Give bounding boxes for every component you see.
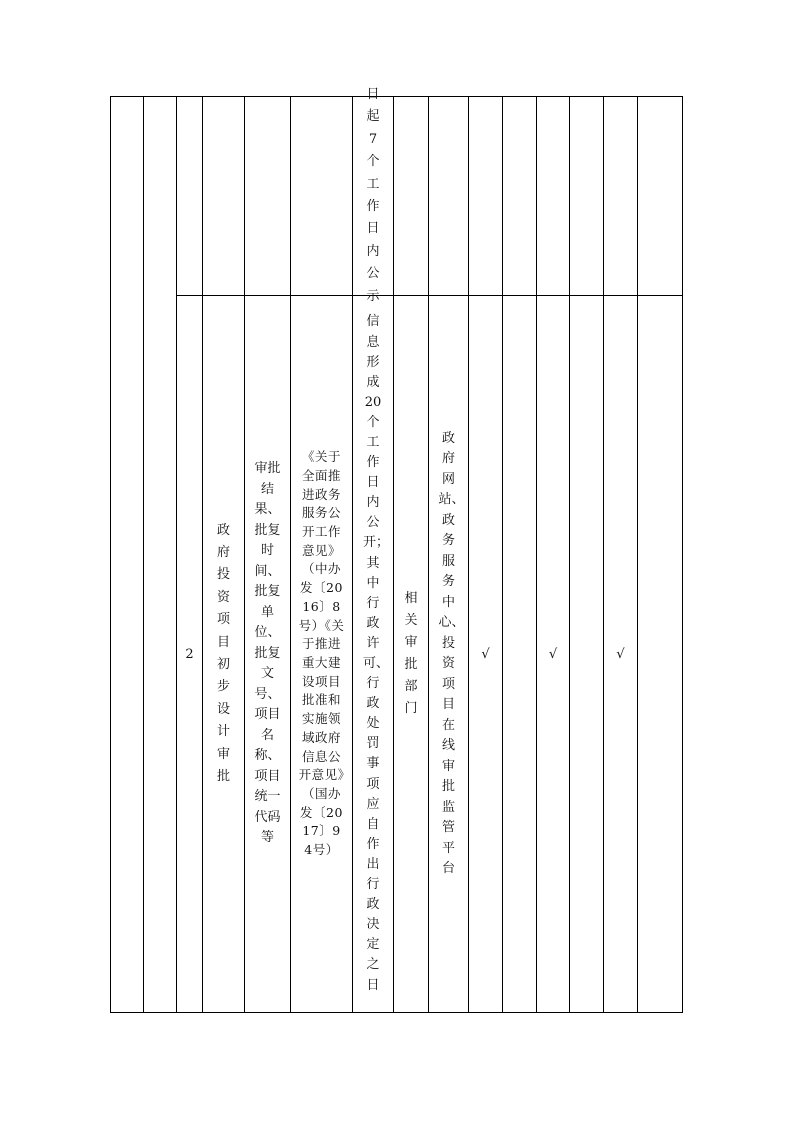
row-channel	[429, 296, 468, 1012]
publish-time-text: 日起7个工作日内公示	[366, 86, 380, 304]
row-top-publish-time	[353, 86, 393, 304]
row-publish-time	[353, 296, 393, 1012]
row-empty-c	[638, 296, 682, 1012]
row-item	[203, 296, 244, 1012]
row-subject	[394, 296, 428, 1012]
publish-time-text: 信息形成20个工作日内公开；其中行政许可、行政处罚事项应自作出行政决定之日	[363, 314, 390, 993]
seq-number: 2	[185, 646, 194, 662]
channel-text: 政府网站、政务服务中心、投资项目在线审批监管平台	[438, 430, 465, 876]
row-basis	[291, 296, 352, 1012]
content-text: 审批结果、批复时间、批复单位、批复文号、项目名称、项目统一代码等	[254, 461, 281, 846]
row-check-b	[537, 296, 569, 1012]
row-seq	[177, 296, 202, 1012]
row-content	[245, 296, 290, 1012]
check-mark-icon: √	[481, 646, 490, 662]
item-name: 政府投资项目初步设计审批	[216, 522, 230, 785]
check-mark-icon: √	[616, 646, 625, 662]
subject-text: 相关审批部门	[404, 591, 418, 716]
row-empty-a	[503, 296, 536, 1012]
row-empty-b	[570, 296, 603, 1012]
grid-line	[143, 96, 144, 1013]
check-mark-icon: √	[548, 646, 558, 662]
basis-text: 《关于全面推进政务服务公开工作意见》（中办发〔2016〕8号）《关于推进重大建设项目批准和实施领域政府信息公开意见》（国办发〔2017〕94号）	[298, 449, 345, 858]
row-check-a	[469, 296, 502, 1012]
row-check-c	[604, 296, 637, 1012]
